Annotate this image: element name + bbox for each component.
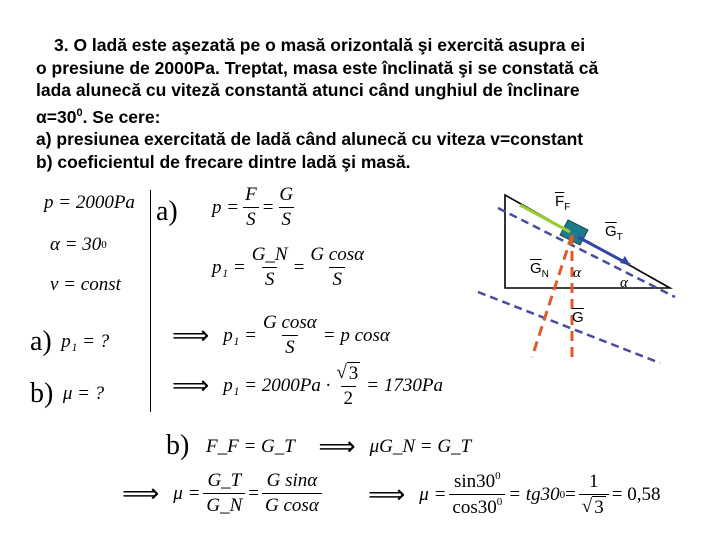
equation-pressure-inclined: p₁ = $\frac{G\_N}{S}$ = $\frac{\text{G cosα}}{S}$ [212, 244, 365, 290]
problem-line-4: $\alpha=30^0$. Se cere: [36, 106, 161, 127]
label-normal-force: $\overline{G}_N$ [530, 260, 549, 280]
solution-b-label: b) [166, 430, 190, 461]
solution-a-label: a) [156, 196, 178, 227]
problem-line-2: o presiune de 2000Pa. Treptat, masa este înclinată şi se constată că [36, 57, 599, 78]
implies-arrow-icon: ⟹ [172, 320, 210, 351]
label-angle-2: α [620, 275, 628, 291]
problem-line-6: b) coeficientul de frecare dintre ladă şi masă. [36, 151, 411, 172]
problem-line-3: lada alunecă cu viteză constantă atunci când unghiul de înclinare [36, 80, 580, 100]
implies-arrow-icon: ⟹ [172, 371, 210, 401]
problem-statement [36, 34, 696, 173]
inclined-plane-diagram [460, 185, 710, 365]
label-angle-1: α [573, 265, 581, 281]
equation-pressure: p = $\frac{F}{S}$ = $\frac{G}{S}$ [212, 184, 294, 230]
equation-friction: F_F = G_T ⟹ μG_N = G_T [206, 432, 472, 462]
force-diagram-svg [460, 185, 710, 365]
given-angle: α = 30 0 [50, 234, 107, 255]
question-a: a) p₁ = ? [30, 326, 110, 357]
normal-component-line [532, 235, 572, 357]
given-velocity: v = const [50, 274, 121, 295]
label-friction-force: $\overline{F}_F$ [555, 193, 571, 213]
given-pressure: p = 2000Pa [44, 192, 135, 213]
question-b: b) μ = ? [30, 378, 105, 409]
label-tangential-force: $\overline{G}_T$ [605, 223, 623, 243]
dashed-line-lower [478, 292, 660, 363]
problem-line-1: 3. O ladă este aşezată pe o masă orizontală şi exercită asupra ei [54, 35, 586, 55]
problem-line-5: a) presiunea exercitată de ladă când alunecă cu viteza v=constant [36, 129, 584, 149]
label-gravity: $\overline{G}$ [572, 309, 584, 326]
implies-arrow-icon: ⟹ [318, 432, 356, 462]
dashed-line-upper [498, 208, 675, 297]
implies-arrow-icon: ⟹ [122, 478, 160, 509]
equation-pressure-result: ⟹ p₁ = $\frac{\text{G cosα}}{S}$ = p cosα [172, 312, 390, 358]
implies-arrow-icon: ⟹ [368, 479, 406, 510]
equation-coefficient-numeric: ⟹ μ = $\frac{\sin 30^0}{\cos 30^0}$ = tg30 0 = 1 √ 3 = 0,58 [368, 470, 661, 518]
equation-pressure-numeric: ⟹ p₁ = 2000Pa · √ 3 2 = 1730Pa [172, 362, 443, 409]
given-divider [150, 190, 151, 412]
equation-coefficient-ratio: ⟹ μ = $\frac{G\_T}{G\_N}$ = $\frac{\text{G sinα}}{\text{G cosα}}$ [122, 470, 325, 517]
